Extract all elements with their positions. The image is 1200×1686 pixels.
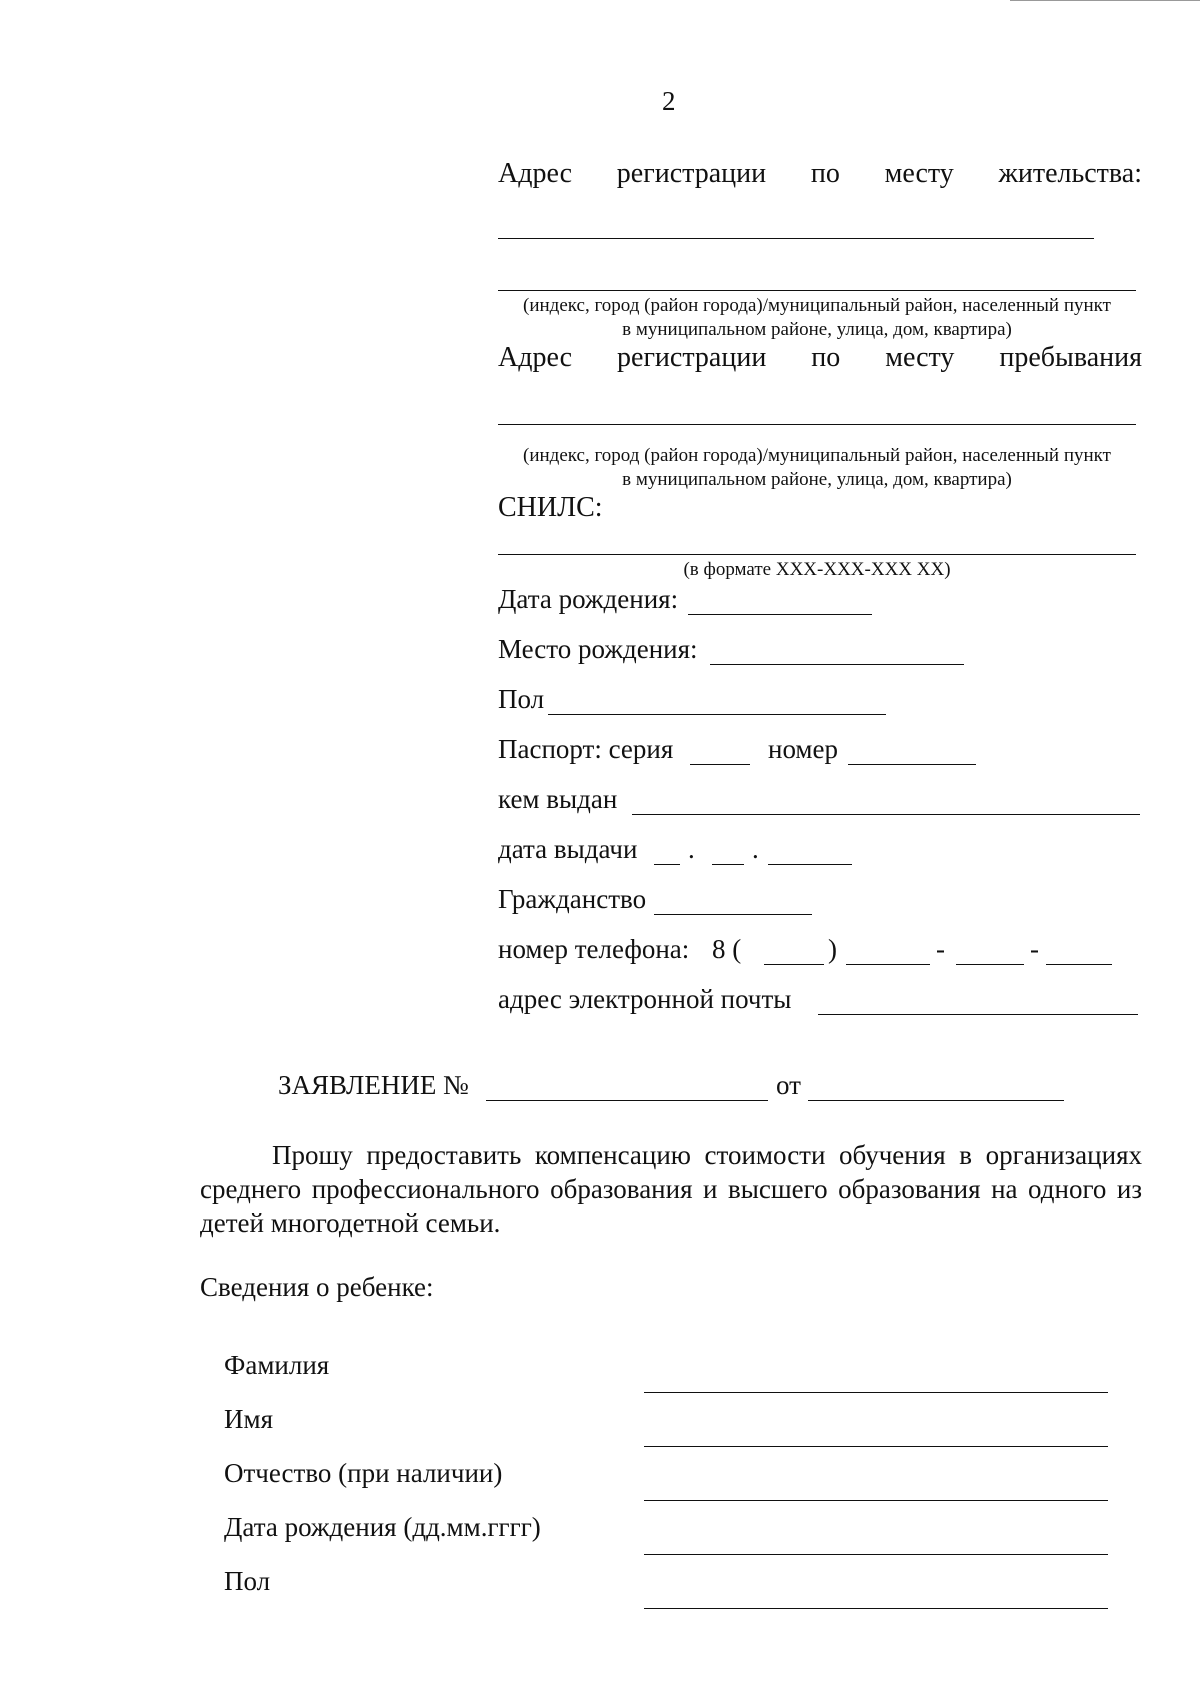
child-last-name-label: Фамилия [224, 1350, 330, 1380]
phone-close: ) [828, 934, 837, 964]
scan-edge-line [1010, 0, 1200, 1]
word: Адрес [498, 342, 573, 373]
phone-part3-field[interactable] [1046, 964, 1112, 965]
phone-part1-field[interactable] [846, 964, 930, 965]
issue-month-field[interactable] [712, 864, 744, 865]
snils-hint: (в формате ХХХ-ХХХ-ХХХ ХХ) [683, 559, 951, 580]
application-from-label: от [776, 1070, 801, 1100]
word: регистрации [617, 342, 767, 373]
snils-label: СНИЛС: [498, 492, 603, 523]
issue-date-label: дата выдачи [498, 834, 638, 864]
passport-series-field[interactable] [690, 764, 750, 765]
child-birth-date-field[interactable] [644, 1554, 1108, 1555]
reg-address-residence-hint [498, 294, 1136, 342]
word: жительства: [998, 158, 1142, 189]
child-last-name-field[interactable] [644, 1392, 1108, 1393]
child-patronymic-field[interactable] [644, 1500, 1108, 1501]
date-separator: . [752, 834, 759, 864]
birth-date-field[interactable] [688, 614, 872, 615]
application-title: ЗАЯВЛЕНИЕ № [278, 1070, 469, 1100]
gender-field[interactable] [548, 714, 886, 715]
passport-series-label: Паспорт: серия [498, 734, 674, 764]
word: Адрес [498, 158, 573, 189]
phone-label: номер телефона: [498, 934, 690, 964]
phone-part2-field[interactable] [956, 964, 1024, 965]
phone-prefix: 8 ( [712, 934, 742, 964]
child-heading: Сведения о ребенке: [200, 1272, 434, 1302]
issued-by-label: кем выдан [498, 784, 618, 814]
word: месту [884, 158, 954, 189]
hint-line: в муниципальном районе, улица, дом, квартира) [622, 319, 1012, 340]
reg-address-residence-label [498, 158, 1142, 190]
application-body [200, 1138, 1142, 1240]
citizenship-field[interactable] [654, 914, 812, 915]
word: по [811, 342, 841, 373]
email-label: адрес электронной почты [498, 984, 792, 1014]
date-separator: . [688, 834, 695, 864]
passport-number-field[interactable] [848, 764, 976, 765]
word: по [810, 158, 840, 189]
application-date-field[interactable] [808, 1100, 1064, 1101]
birth-place-field[interactable] [710, 664, 964, 665]
application-body-text: Прошу предоставить компенсацию стоимости обучения в организациях среднего профессионального образования и высшего образования на одного из детей многодетной семьи. [200, 1140, 1142, 1238]
birth-place-label: Место рождения: [498, 634, 698, 664]
reg-address-stay-hint [498, 444, 1136, 492]
word: регистрации [616, 158, 767, 189]
phone-dash: - [1030, 934, 1039, 964]
child-gender-label: Пол [224, 1566, 271, 1596]
child-first-name-label: Имя [224, 1404, 274, 1434]
word: месту [885, 342, 955, 373]
child-patronymic-label: Отчество (при наличии) [224, 1458, 503, 1488]
application-number-field[interactable] [486, 1100, 768, 1101]
phone-dash: - [936, 934, 945, 964]
issued-by-field[interactable] [632, 814, 1140, 815]
gender-label: Пол [498, 684, 545, 714]
hint-line: (индекс, город (район города)/муниципальный район, населенный пункт [523, 295, 1111, 316]
reg-address-residence-field-2[interactable] [498, 290, 1136, 291]
reg-address-stay-label [498, 342, 1142, 374]
passport-number-label: номер [768, 734, 839, 764]
phone-code-field[interactable] [764, 964, 824, 965]
issue-day-field[interactable] [654, 864, 680, 865]
reg-address-stay-field[interactable] [498, 424, 1136, 425]
child-gender-field[interactable] [644, 1608, 1108, 1609]
snils-field[interactable] [498, 554, 1136, 555]
hint-line: (индекс, город (район города)/муниципальный район, населенный пункт [523, 445, 1111, 466]
citizenship-label: Гражданство [498, 884, 647, 914]
email-field[interactable] [818, 1014, 1138, 1015]
child-first-name-field[interactable] [644, 1446, 1108, 1447]
child-birth-date-label: Дата рождения (дд.мм.гггг) [224, 1512, 541, 1542]
page-number: 2 [662, 86, 676, 116]
reg-address-residence-field-1[interactable] [498, 238, 1094, 239]
hint-line: в муниципальном районе, улица, дом, квартира) [622, 469, 1012, 490]
word: пребывания [999, 342, 1142, 373]
birth-date-label: Дата рождения: [498, 584, 679, 614]
issue-year-field[interactable] [768, 864, 852, 865]
